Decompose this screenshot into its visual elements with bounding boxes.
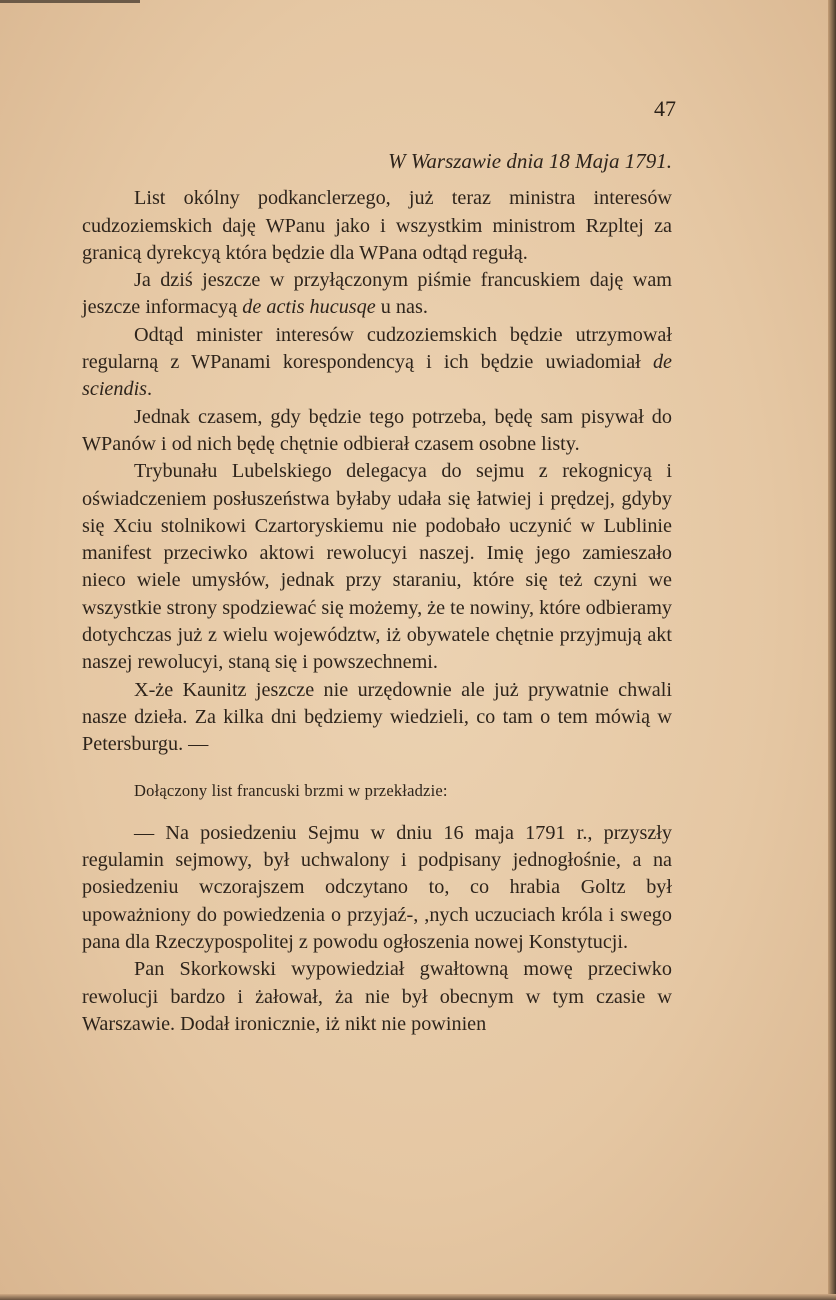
paragraph-1 — [82, 185, 672, 267]
right-edge-shadow — [828, 0, 836, 1300]
paragraph-1-text: List okólny podkanclerzego, już teraz ministra interesów cudzoziemskich daję WPanu jako i wszystkim ministrom Rzpltej za granicą dyrekcyą która będzie dla WPana odtąd regułą. — [82, 187, 672, 264]
paragraph-2-text-end: u nas. — [375, 296, 428, 319]
page-number: 47 — [654, 96, 676, 121]
latin-phrase-de-sciendis: de sciendis — [82, 351, 672, 401]
paragraph-6 — [82, 677, 672, 759]
paragraph-7: — Na posiedzeniu Sejmu w dniu 16 maja 1791 r., przyszły regulamin sejmowy, był uchwalony i podpisany jednogłośnie, a na posiedzeniu wczorajszem odczytano to, co hrabia Goltz był upoważniony do powiedzenia o przyjaź-, ,nych uczuciach króla i swego pana dla Rzeczypospolitej z powodu ogłoszenia nowej Konstytucji. — [82, 821, 672, 954]
paragraph-5-text: Trybunału Lubelskiego delegacya do sejmu z rekognicyą i oświadczeniem posłuszeństwa byłaby udała się łatwiej i prędzej, gdyby się Xciu stolnikowi Czartoryskiemu nie podobało uczynić w Lublinie manifest przeciwko aktowi rewolucyi naszej. Imię jego zamieszało nieco wiele umysłów, jednak przy staraniu, które się też czyni we wszystkie strony spodziewać się możemy, że te nowiny, które odbieramy dotychczas już z wielu województw, iż obywatele chętnie przyjmują akt naszej rewolucyi, staną się i powszechnemi. — [82, 460, 672, 674]
paragraph-4 — [82, 404, 672, 459]
bottom-edge-shadow — [0, 1294, 836, 1300]
paragraph-2-text: Ja dziś jeszcze w przyłączonym piśmie francuskiem daję wam jeszcze informacyą — [82, 269, 672, 319]
paragraph-6-text: X-że Kaunitz jeszcze nie urzędownie ale już prywatnie chwali nasze dzieła. Za kilka dni będziemy wiedzieli, co tam o tem mówią w Petersburgu. — — [82, 678, 672, 756]
paragraph-3 — [82, 322, 672, 404]
paragraph-3-text-end: . — [147, 378, 153, 401]
body-text — [82, 148, 672, 1038]
paragraph-3-text: Odtąd minister interesów cudzoziemskich będzie utrzymował regularną z WPanami korespondencyą i ich będzie uwiadomiał — [82, 323, 672, 374]
paragraph-4-text: Jednak czasem, gdy będzie tego potrzeba, będę sam pisywał do WPanów i od nich będę chętnie odbierał czasem osobne listy. — [82, 405, 672, 455]
dateline: W Warszawie dnia 18 Maja 1791. — [388, 149, 672, 173]
paragraph-8: Pan Skorkowski wypowiedział gwałtowną mowę przeciwko rewolucji bardzo i żałował, ża nie był obecnym w tym czasie w Warszawie. Dodał ironicznie, iż nikt nie powinien — [82, 958, 672, 1035]
paragraph-2 — [82, 267, 672, 322]
latin-phrase-de-actis: de actis hucusqe — [242, 296, 376, 319]
paragraph-5 — [82, 458, 672, 676]
top-edge-shadow — [0, 0, 140, 3]
translation-note: Dołączony list francuski brzmi w przekładzie: — [134, 780, 448, 800]
